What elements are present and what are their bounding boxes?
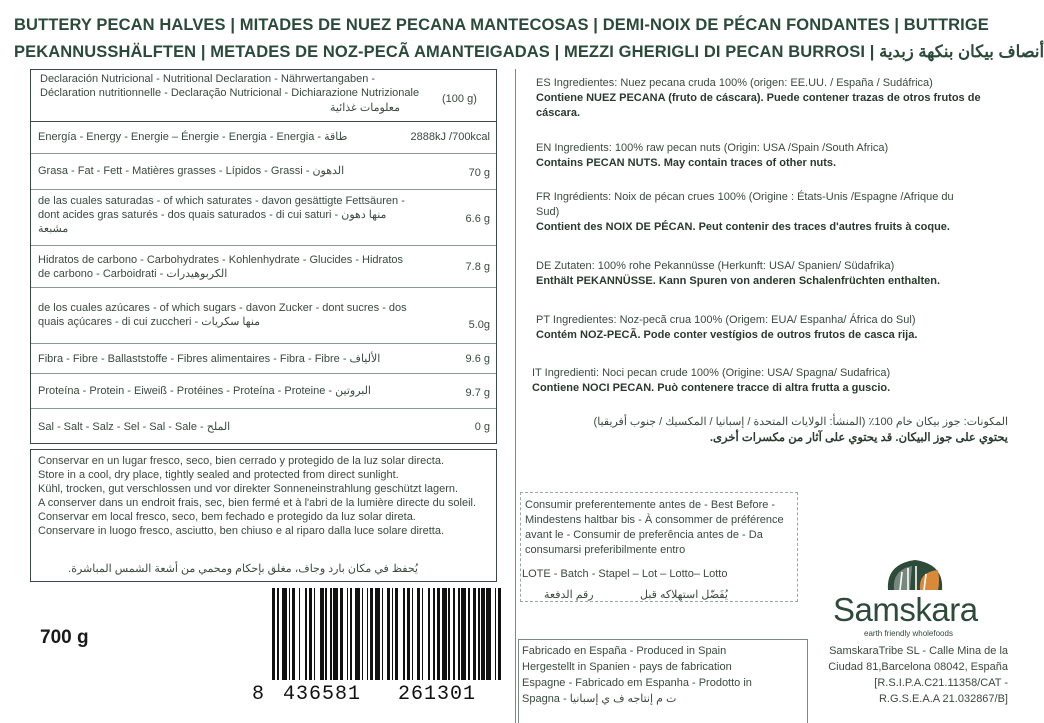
ingredients-label: ES Ingredientes: Nuez pecana cruda 100% (origen: EE.UU. / España / Sudáfrica) (536, 77, 933, 89)
storage-line: Kühl, trocken, gut verschlossen und vor direkter Sonneneinstrahlung geschützt lagern. (38, 483, 459, 495)
ingredients-label: EN Ingredients: 100% raw pecan nuts (Origin: USA /Spain /South Africa) (536, 142, 889, 154)
nutrition-row-saturates (38, 194, 494, 236)
nutrition-label: Energía - Energy - Energie – Énergie - Energia - Energia - طاقة (38, 131, 348, 143)
nutrition-value: 9.7 g (465, 387, 490, 399)
net-weight: 700 g (40, 627, 89, 648)
nutrition-label: Proteína - Protein - Eiweiß - Protéines - Proteína - Proteine - البروتين (38, 385, 371, 397)
storage-line: Conservar em local fresco, seco, bem fechado e protegido da luz solar direta. (38, 511, 416, 523)
nutrition-row-salt (38, 420, 494, 434)
ingredients-ar (520, 414, 1008, 446)
storage-line: A conserver dans un endroit frais, sec, bien fermé et à l'abri de la lumière directe du soleil. (38, 497, 477, 509)
ingredients-label: FR Ingrédients: Noix de pécan crues 100% (Origine : États-Unis /Espagne /Afrique du Sud) (536, 191, 954, 218)
barcode-digits-2: 436581 (283, 683, 362, 706)
allergen-text-ar: يحتوي على جوز البيكان. قد يحتوي على آثار من مكسرات أخرى. (709, 432, 1008, 444)
nutrition-label: Fibra - Fibre - Ballaststoffe - Fibres alimentaires - Fibra - Fibre - الألياف (38, 353, 381, 365)
ingredients-label: PT Ingredientes: Noz-pecã crua 100% (Origem: EUA/ Espanha/ África do Sul) (536, 314, 916, 326)
storage-line: Conservare in luogo fresco, asciutto, ben chiuso e al riparo dalla luce solare diretta. (38, 525, 445, 537)
nutrition-label: Sal - Salt - Salz - Sel - Sal - Sale - الملح (38, 421, 231, 433)
nutrition-label: de los cuales azúcares - of which sugars - davon Zucker - dont sucres - dos quais açúcares - di cui zuccheri - منها سكريات (38, 302, 407, 328)
nutrition-row-protein (38, 384, 494, 398)
nutrition-value: 5.0g (468, 319, 490, 331)
nutrition-value: 2888kJ /700kcal (410, 131, 490, 143)
product-title-line2: PEKANNUSSHÄLFTEN | METADES DE NOZ-PECÃ AMANTEIGADAS | MEZZI GHERIGLI DI PECAN BURROSI | أنصاف بيكان بنكهة زبدية (14, 43, 1044, 61)
nutrition-value: 6.6 g (465, 213, 490, 225)
nutrition-row-carbs (38, 253, 494, 281)
product-title-line1: BUTTERY PECAN HALVES | MITADES DE NUEZ PECANA MANTECOSAS | DEMI-NOIX DE PÉCAN FONDANTES | BUTTRIGE (14, 16, 989, 34)
origin-text: Fabricado en España - Produced in Spain Hergestellt in Spanien - pays de fabrication Espagne - Fabricado em Espanha - Prodotto in Spagna - ت م إنتاجه ف ي إسبانيا (522, 645, 752, 705)
barcode-image (272, 588, 504, 680)
storage-line: Store in a cool, dry place, tightly sealed and protected from direct sunlight. (38, 469, 399, 481)
nutrition-row-sugars (38, 301, 494, 329)
ingredients-pt (536, 313, 1006, 343)
nutrition-row-energy (38, 130, 494, 144)
best-before-ar: يُفَضّل استهلاكه قبل (640, 589, 728, 601)
allergen-text: Contains PECAN NUTS. May contain traces of other nuts. (536, 157, 837, 169)
samskara-logo-icon (880, 552, 950, 592)
ingredients-it (532, 366, 1002, 396)
nutrition-value: 0 g (474, 421, 490, 433)
lot-label: LOTE - Batch - Stapel – Lot – Lotto– Lotto (522, 568, 728, 580)
ingredients-es (536, 76, 1006, 121)
ingredients-de (536, 259, 1006, 289)
storage-line: Conservar en un lugar fresco, seco, bien cerrado y protegido de la luz solar directa. (38, 455, 444, 467)
allergen-text: Enthält PEKANNÜSSE. Kann Spuren von anderen Schalenfrüchten enthalten. (536, 275, 941, 287)
nutrition-label: Grasa - Fat - Fett - Matières grasses - Lípidos - Grassi - الدهون (38, 165, 345, 177)
ingredients-en (536, 141, 1006, 171)
nutrition-value: 7.8 g (465, 261, 490, 273)
nutrition-value: 70 g (468, 167, 490, 179)
nutrition-row-fibre (38, 352, 494, 366)
barcode-bar (501, 588, 503, 680)
ingredients-label: IT Ingredienti: Noci pecan crude 100% (Origine: USA/ Spagna/ Sudafrica) (532, 367, 891, 379)
barcode-digits-3: 261301 (398, 683, 477, 706)
nutrition-label: Hidratos de carbono - Carbohydrates - Kohlenhydrate - Glucides - Hidratos de carbono - Carboidrati - الكربوهيدرات (38, 254, 404, 280)
company-address: SamskaraTribe SL - Calle Mina de la Ciudad 81,Barcelona 08042, España [R.S.I.P.A.C21.11358/CAT - R.G.S.E.A.A 21.032867/B] (828, 645, 1008, 705)
best-before-text: Consumir preferentemente antes de - Best Before - Mindestens haltbar bis - À consommer de préférence avant le - Consumir de preferência antes de - Da consumarsi preferibilmente entro (525, 499, 784, 556)
nutrition-value: 9.6 g (465, 353, 490, 365)
nutrition-per: (100 g) (442, 93, 477, 105)
allergen-text: Contém NOZ-PECÃ. Pode conter vestígios de outros frutos de casca rija. (536, 329, 918, 341)
allergen-text: Contiene NUEZ PECANA (fruto de cáscara). Puede contener trazas de otros frutos de cáscara. (536, 92, 981, 119)
allergen-text: Contiene NOCI PECAN. Può contenere tracce di altra frutta a guscio. (532, 382, 891, 394)
nutrition-row-fat (38, 164, 494, 178)
brand-name: Samskara (833, 591, 978, 628)
ingredients-fr (536, 190, 1006, 235)
allergen-text: Contient des NOIX DE PÉCAN. Peut contenir des traces d'autres fruits à coque. (536, 221, 950, 233)
nutrition-header-ar: معلومات غذائية (329, 102, 400, 114)
storage-text (38, 454, 493, 538)
nutrition-header: Declaración Nutricional - Nutritional Declaration - Nährwertangaben - Déclaration nutritionnelle - Declaração Nutricional - Dichiarazione Nutrizionale (40, 73, 420, 99)
ingredients-label-ar: المكونات: جوز بيكان خام 100٪ (المنشأ: الولايات المتحدة / إسبانيا / المكسيك / جنوب أفريقيا) (593, 416, 1008, 428)
lot-label-ar: رقم الدفعة (544, 589, 594, 601)
brand-tagline: earth friendly wholefoods (864, 629, 953, 638)
storage-text-ar: يُحفظ في مكان بارد وجاف، مغلق بإحكام ومحمي من أشعة الشمس المباشرة. (68, 563, 418, 575)
nutrition-label: de las cuales saturadas - of which saturates - davon gesättigte Fettsäuren - dont acides gras saturés - dos quais saturados - di cui saturi - منها دهون مشبعة (38, 195, 405, 235)
ingredients-label: DE Zutaten: 100% rohe Pekannüsse (Herkunft: USA/ Spanien/ Südafrika) (536, 260, 895, 272)
barcode-digit-1: 8 (252, 683, 265, 706)
